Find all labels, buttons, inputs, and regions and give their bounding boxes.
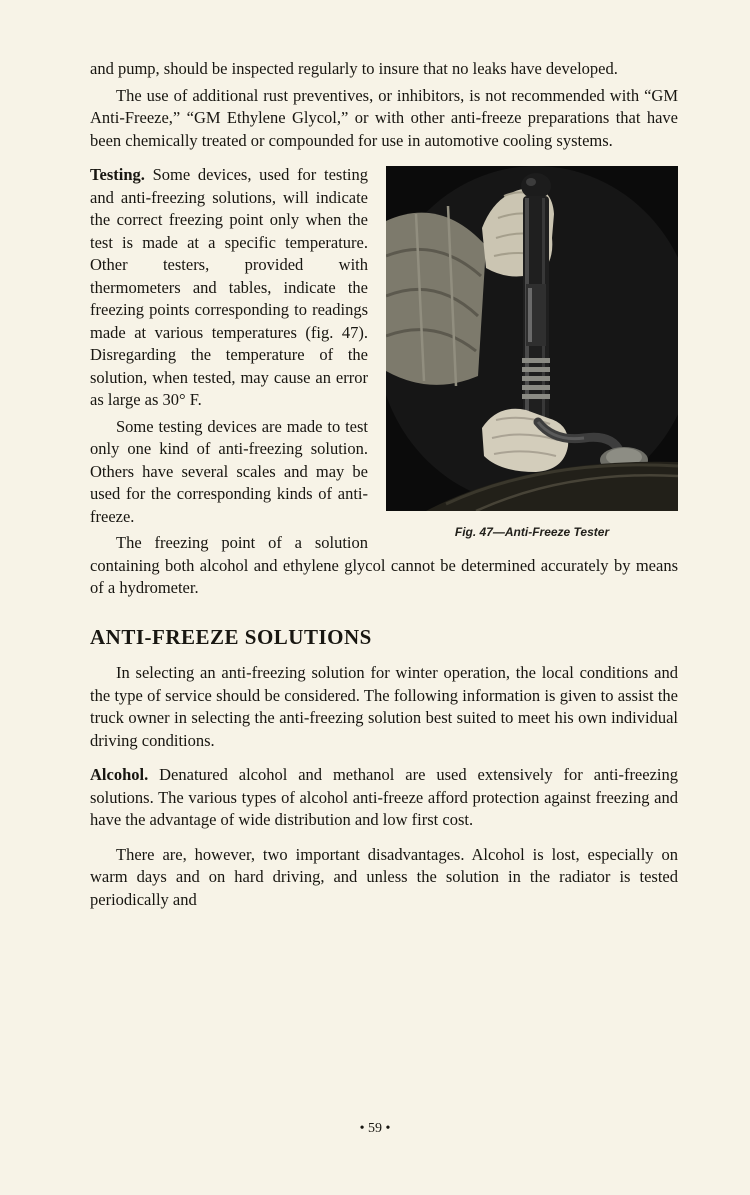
figure-caption: Fig. 47—Anti-Freeze Tester — [454, 525, 610, 539]
alcohol-body-text: Denatured alcohol and methanol are used extensively for anti-freezing solutions. The various types of alcohol anti-freeze afford protection against freezing and have the advantage of wide distribution and low first cost. — [90, 765, 678, 829]
tester-photo-illustration — [386, 166, 678, 511]
paragraph-freezing-point: The freezing point of a solution containing both alcohol and ethylene glycol cannot be determined accurately by means of a hydrometer. — [90, 533, 678, 597]
paragraph-testing-devices: Some testing devices are made to test only one kind of anti-freezing solution. Others have several scales and may be used for the corresponding kinds of anti-freeze. — [90, 416, 368, 526]
figure-47 — [386, 166, 678, 544]
page-content — [90, 58, 678, 915]
testing-body-text: Some devices, used for testing and anti-freezing solutions, will indicate the correct freezing point only when the test is made at a specific temperature. Other testers, provided with thermometers and tables, indicate the freezing points corresponding to readings made at various temperatures (fig. 47). Disregarding the temperature of the solution, when tested, may cause an error as large as 30° F. — [90, 165, 368, 409]
paragraph-continuation: and pump, should be inspected regularly to insure that no leaks have developed. — [90, 59, 618, 78]
testing-lead-word: Testing. — [90, 165, 145, 184]
paragraph-rust-preventives: The use of additional rust preventives, or inhibitors, is not recommended with “GM Anti-Freeze,” “GM Ethylene Glycol,” or with other anti-freeze preparations that have been chemically treated or compounded for use in automotive cooling systems. — [90, 85, 678, 150]
page-number: • 59 • — [359, 1121, 391, 1136]
paragraph-alcohol — [90, 764, 678, 832]
paragraph-selecting: In selecting an anti-freezing solution for winter operation, the local conditions and the type of service should be considered. The following information is given to assist the truck owner in selecting the anti-freezing solution best suited to meet his own individual driving conditions. — [90, 663, 678, 750]
alcohol-lead-word: Alcohol. — [90, 765, 149, 784]
section-heading-anti-freeze-solutions: ANTI-FREEZE SOLUTIONS — [90, 624, 372, 649]
paragraph-disadvantages: There are, however, two important disadvantages. Alcohol is lost, especially on warm days and on hard driving, and unless the solution in the radiator is tested periodically and — [90, 844, 678, 909]
anti-freeze-tester-photo — [386, 166, 678, 511]
